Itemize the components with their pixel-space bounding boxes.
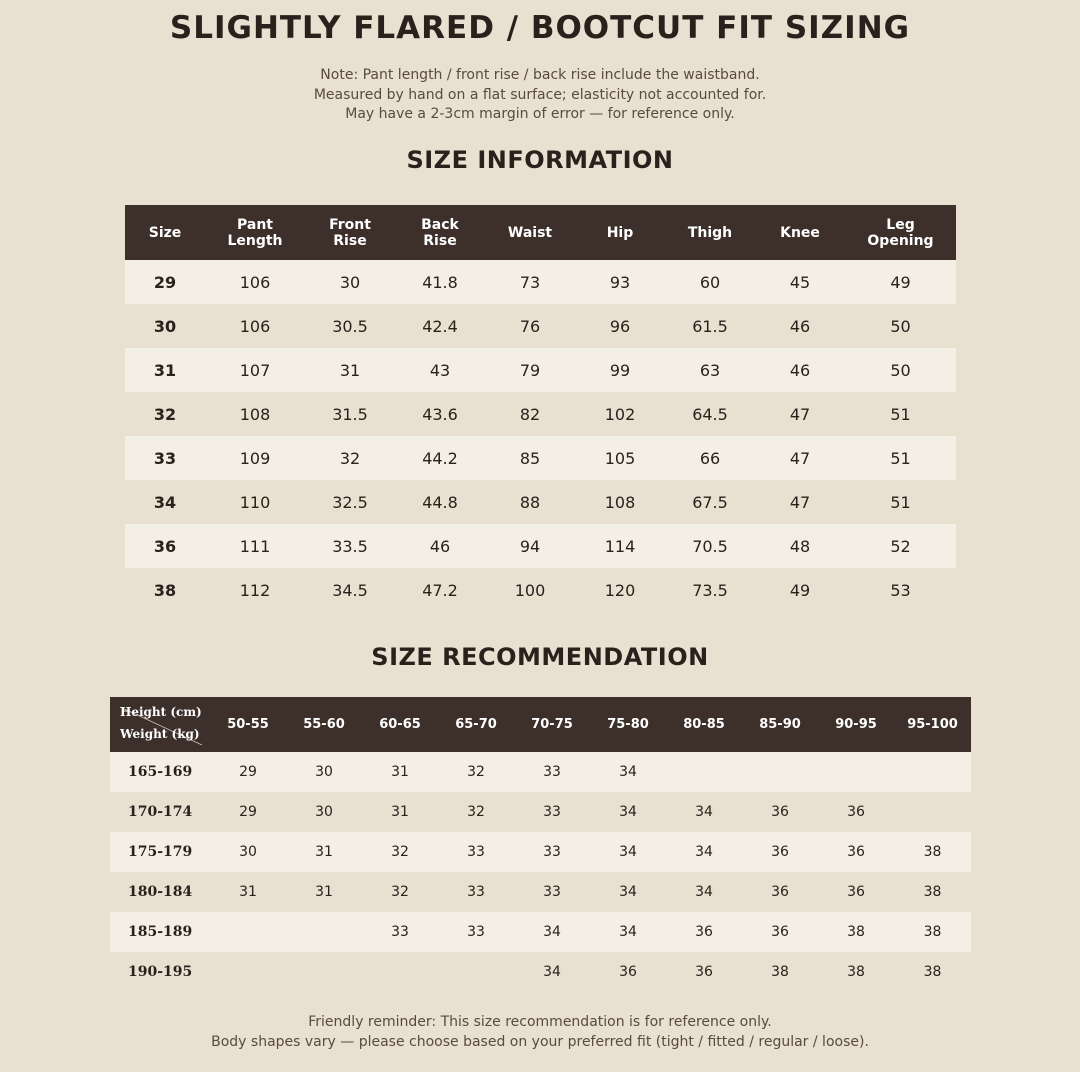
table-row [125, 568, 956, 612]
measurement-cell: 32.5 [305, 480, 395, 524]
measurement-cell: 79 [485, 348, 575, 392]
measurement-cell: 50 [845, 304, 956, 348]
measurement-cell: 76 [485, 304, 575, 348]
recommended-size-cell [210, 912, 286, 952]
height-axis-label: Height (cm) [120, 705, 202, 719]
recommended-size-cell: 34 [590, 872, 666, 912]
weight-range-header: 75-80 [590, 697, 666, 752]
column-header-label: Leg [886, 216, 915, 233]
column-header-label: Waist [507, 224, 553, 241]
recommended-size-cell: 33 [514, 832, 590, 872]
recommended-size-cell: 36 [742, 872, 818, 912]
weight-range-header: 65-70 [438, 697, 514, 752]
column-header-label: Thigh [687, 224, 733, 241]
recommended-size-cell: 34 [666, 872, 742, 912]
measurement-cell: 108 [575, 480, 665, 524]
weight-range-header: 85-90 [742, 697, 818, 752]
measurement-cell: 93 [575, 260, 665, 304]
weight-range-header: 80-85 [666, 697, 742, 752]
table-row [110, 952, 971, 992]
measurement-cell: 32 [305, 436, 395, 480]
table-row [125, 304, 956, 348]
measurement-cell: 120 [575, 568, 665, 612]
recommended-size-cell: 36 [818, 872, 894, 912]
measurement-cell: 52 [845, 524, 956, 568]
measurement-cell: 51 [845, 392, 956, 436]
measurement-cell: 100 [485, 568, 575, 612]
recommended-size-cell [362, 952, 438, 992]
recommended-size-cell: 36 [742, 792, 818, 832]
recommended-size-cell: 29 [210, 792, 286, 832]
recommended-size-cell: 34 [666, 832, 742, 872]
column-header [485, 205, 575, 260]
column-header-label: Rise [333, 232, 367, 249]
recommended-size-cell: 33 [514, 752, 590, 792]
recommended-size-cell [894, 792, 971, 832]
friendly-reminder [0, 1012, 1080, 1052]
column-header [305, 205, 395, 260]
table-row [125, 392, 956, 436]
size-information-table [125, 205, 956, 612]
measurement-cell: 31 [305, 348, 395, 392]
recommended-size-cell: 36 [818, 792, 894, 832]
page-title: SLIGHTLY FLARED / BOOTCUT FIT SIZING [169, 10, 911, 46]
recommended-size-cell [894, 752, 971, 792]
measurement-cell: 47 [755, 436, 845, 480]
recommended-size-cell: 31 [210, 872, 286, 912]
size-cell: 33 [125, 436, 205, 480]
measurement-cell: 41.8 [395, 260, 485, 304]
measurement-cell: 50 [845, 348, 956, 392]
recommended-size-cell: 38 [818, 912, 894, 952]
measurement-cell: 51 [845, 480, 956, 524]
column-header-label: Length [227, 232, 283, 249]
measurement-cell: 73.5 [665, 568, 755, 612]
measurement-cell: 42.4 [395, 304, 485, 348]
recommended-size-cell: 34 [590, 792, 666, 832]
recommended-size-cell [286, 952, 362, 992]
measurement-cell: 46 [395, 524, 485, 568]
measurement-cell: 85 [485, 436, 575, 480]
height-range-cell: 185-189 [110, 912, 210, 952]
recommended-size-cell: 32 [438, 792, 514, 832]
measurement-cell: 33.5 [305, 524, 395, 568]
recommended-size-cell: 36 [590, 952, 666, 992]
measurement-cell: 82 [485, 392, 575, 436]
weight-range-header: 50-55 [210, 697, 286, 752]
measurement-cell: 106 [205, 304, 305, 348]
size-cell: 29 [125, 260, 205, 304]
weight-axis-label: Weight (kg) [120, 727, 200, 741]
measurement-cell: 94 [485, 524, 575, 568]
table-row [125, 260, 956, 304]
table-row [110, 872, 971, 912]
table-row [125, 348, 956, 392]
note-line: Note: Pant length / front rise / back rise include the waistband. [320, 67, 760, 83]
weight-range-header: 90-95 [818, 697, 894, 752]
measurement-cell: 43.6 [395, 392, 485, 436]
recommended-size-cell: 30 [286, 752, 362, 792]
measurement-cell: 66 [665, 436, 755, 480]
recommended-size-cell: 38 [742, 952, 818, 992]
recommended-size-cell: 32 [438, 752, 514, 792]
column-header-label: Size [148, 224, 182, 241]
measurement-cell: 112 [205, 568, 305, 612]
measurement-cell: 105 [575, 436, 665, 480]
recommended-size-cell: 33 [438, 912, 514, 952]
measurement-cell: 63 [665, 348, 755, 392]
column-header-label: Opening [867, 232, 934, 249]
size-cell: 36 [125, 524, 205, 568]
height-weight-corner-cell [110, 697, 210, 752]
size-information-title: SIZE INFORMATION [406, 146, 674, 174]
recommended-size-cell: 36 [742, 912, 818, 952]
size-cell: 31 [125, 348, 205, 392]
measurement-cell: 111 [205, 524, 305, 568]
recommended-size-cell: 33 [438, 832, 514, 872]
column-header [665, 205, 755, 260]
measurement-cell: 49 [755, 568, 845, 612]
measurement-cell: 96 [575, 304, 665, 348]
recommended-size-cell: 38 [894, 952, 971, 992]
recommended-size-cell: 38 [894, 872, 971, 912]
recommended-size-cell: 34 [514, 952, 590, 992]
measurement-cell: 110 [205, 480, 305, 524]
recommended-size-cell: 32 [362, 872, 438, 912]
recommended-size-cell: 33 [438, 872, 514, 912]
recommended-size-cell: 31 [362, 752, 438, 792]
recommended-size-cell [438, 952, 514, 992]
measurement-cell: 44.8 [395, 480, 485, 524]
measurement-cell: 109 [205, 436, 305, 480]
measurement-cell: 46 [755, 304, 845, 348]
measurement-cell: 61.5 [665, 304, 755, 348]
recommended-size-cell: 34 [514, 912, 590, 952]
measurement-cell: 73 [485, 260, 575, 304]
column-header [845, 205, 956, 260]
column-header [755, 205, 845, 260]
height-range-cell: 190-195 [110, 952, 210, 992]
recommended-size-cell: 33 [514, 792, 590, 832]
recommended-size-cell: 32 [362, 832, 438, 872]
table-row [110, 792, 971, 832]
recommended-size-cell [666, 752, 742, 792]
measurement-cell: 67.5 [665, 480, 755, 524]
recommended-size-cell [286, 912, 362, 952]
weight-range-header: 70-75 [514, 697, 590, 752]
column-header [205, 205, 305, 260]
measurement-cell: 47.2 [395, 568, 485, 612]
table-row [125, 524, 956, 568]
size-cell: 38 [125, 568, 205, 612]
size-cell: 32 [125, 392, 205, 436]
size-recommendation-table [110, 697, 971, 992]
column-header-label: Knee [780, 224, 820, 241]
column-header [125, 205, 205, 260]
column-header-label: Front [329, 216, 371, 233]
height-range-cell: 165-169 [110, 752, 210, 792]
recommended-size-cell: 31 [286, 832, 362, 872]
column-header-label: Hip [606, 224, 634, 241]
recommended-size-cell: 36 [818, 832, 894, 872]
size-cell: 30 [125, 304, 205, 348]
recommended-size-cell: 36 [742, 832, 818, 872]
measurement-cell: 30.5 [305, 304, 395, 348]
recommended-size-cell: 34 [590, 832, 666, 872]
size-recommendation-body [110, 752, 971, 992]
size-information-header-row [125, 205, 956, 260]
recommended-size-cell: 31 [286, 872, 362, 912]
measurement-cell: 43 [395, 348, 485, 392]
measurement-cell: 47 [755, 480, 845, 524]
measurement-cell: 107 [205, 348, 305, 392]
measurement-cell: 44.2 [395, 436, 485, 480]
measurement-cell: 34.5 [305, 568, 395, 612]
measurement-cell: 48 [755, 524, 845, 568]
measurement-cell: 47 [755, 392, 845, 436]
size-recommendation-title: SIZE RECOMMENDATION [371, 643, 709, 671]
measurement-cell: 45 [755, 260, 845, 304]
recommended-size-cell: 30 [210, 832, 286, 872]
recommended-size-cell [742, 752, 818, 792]
table-row [110, 912, 971, 952]
note-line: May have a 2-3cm margin of error — for reference only. [345, 106, 735, 122]
table-row [125, 436, 956, 480]
recommended-size-cell: 29 [210, 752, 286, 792]
height-range-cell: 175-179 [110, 832, 210, 872]
measurement-cell: 46 [755, 348, 845, 392]
recommended-size-cell: 31 [362, 792, 438, 832]
table-row [110, 752, 971, 792]
table-row [125, 480, 956, 524]
measurement-cell: 60 [665, 260, 755, 304]
measurement-cell: 53 [845, 568, 956, 612]
measurement-cell: 102 [575, 392, 665, 436]
size-recommendation-header-row [110, 697, 971, 752]
column-header-label: Rise [423, 232, 457, 249]
size-information-body [125, 260, 956, 612]
measurement-cell: 106 [205, 260, 305, 304]
height-range-cell: 170-174 [110, 792, 210, 832]
measurement-cell: 108 [205, 392, 305, 436]
measurement-cell: 31.5 [305, 392, 395, 436]
recommended-size-cell [818, 752, 894, 792]
measurement-cell: 70.5 [665, 524, 755, 568]
recommended-size-cell: 36 [666, 912, 742, 952]
column-header [395, 205, 485, 260]
recommended-size-cell: 30 [286, 792, 362, 832]
recommended-size-cell: 34 [590, 912, 666, 952]
weight-range-header: 95-100 [894, 697, 971, 752]
note-line: Measured by hand on a flat surface; elasticity not accounted for. [313, 86, 767, 103]
recommended-size-cell: 38 [894, 912, 971, 952]
column-header-label: Back [421, 216, 459, 233]
measurement-cell: 49 [845, 260, 956, 304]
recommended-size-cell: 38 [894, 832, 971, 872]
recommended-size-cell [210, 952, 286, 992]
weight-range-header: 60-65 [362, 697, 438, 752]
weight-range-header: 55-60 [286, 697, 362, 752]
measurement-cell: 30 [305, 260, 395, 304]
column-header-label: Pant [237, 216, 273, 233]
measurement-cell: 51 [845, 436, 956, 480]
recommended-size-cell: 34 [590, 752, 666, 792]
height-range-cell: 180-184 [110, 872, 210, 912]
size-cell: 34 [125, 480, 205, 524]
recommended-size-cell: 33 [362, 912, 438, 952]
table-row [110, 832, 971, 872]
measurement-cell: 88 [485, 480, 575, 524]
measurement-note [0, 66, 1080, 125]
recommended-size-cell: 36 [666, 952, 742, 992]
recommended-size-cell: 33 [514, 872, 590, 912]
column-header [575, 205, 665, 260]
recommended-size-cell: 38 [818, 952, 894, 992]
reminder-line: Friendly reminder: This size recommendation is for reference only. [308, 1014, 772, 1030]
reminder-line: Body shapes vary — please choose based on your preferred fit (tight / fitted / regular / loose). [211, 1034, 869, 1050]
measurement-cell: 114 [575, 524, 665, 568]
measurement-cell: 64.5 [665, 392, 755, 436]
recommended-size-cell: 34 [666, 792, 742, 832]
measurement-cell: 99 [575, 348, 665, 392]
